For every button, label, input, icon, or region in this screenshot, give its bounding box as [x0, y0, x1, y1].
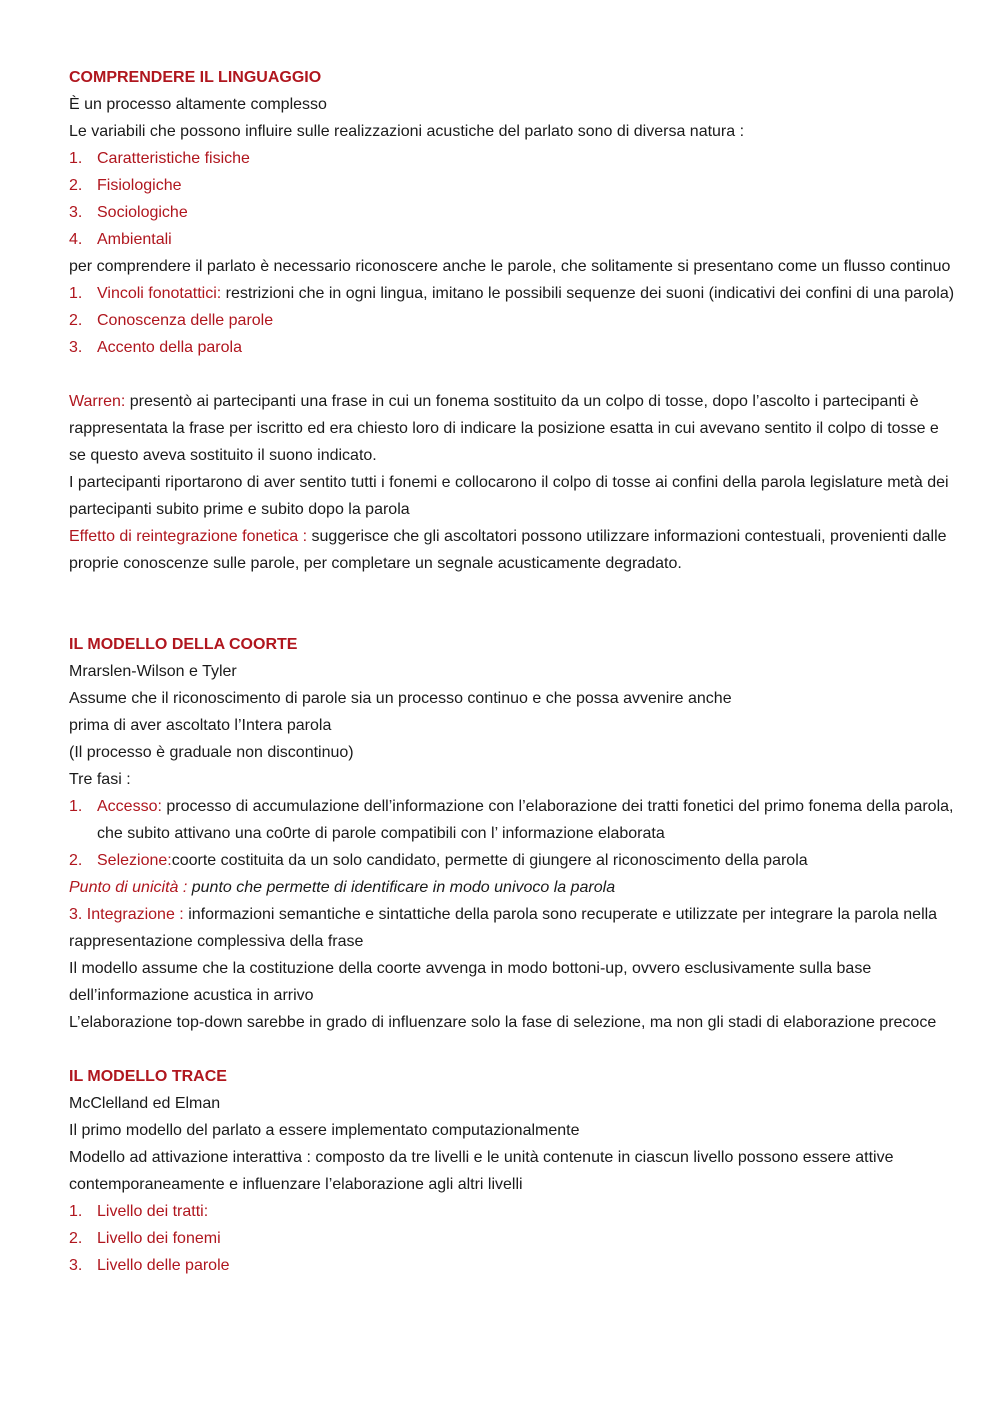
list-label: Livello dei fonemi: [97, 1230, 221, 1247]
list-text: processo di accumulazione dell’informazione con l’elaborazione dei tratti fonetici del primo fonema della parola, che subito attivano una co0rte di parole compatibili con l’ informazione elaborata: [97, 798, 954, 842]
list-item: [69, 307, 959, 334]
list-number: 2.: [69, 1230, 83, 1247]
list-text: coorte costituita da un solo candidato, permette di giungere al riconoscimento della parola: [171, 852, 808, 869]
warren-text: presentò ai partecipanti una frase in cui un fonema sostituito da un colpo di tosse, dopo l’ascolto i partecipanti è rappresentata la frase per iscritto ed era chiesto loro di indicare la posizione esatta in cui avevano sentito il colpo di tosse e se questo aveva sostituito il suono indicato.: [69, 393, 939, 464]
list-number: 3.: [69, 339, 83, 356]
warren-label: Warren:: [69, 393, 126, 410]
paragraph-integrazione: [69, 901, 959, 955]
list-number: 3.: [69, 1257, 83, 1274]
list-item: [69, 793, 959, 847]
list-item: [69, 172, 959, 199]
list-label: Livello dei tratti:: [97, 1203, 209, 1220]
list-number: 1.: [69, 798, 83, 815]
list-item: [69, 226, 959, 253]
paragraph: L’elaborazione top-down sarebbe in grado di influenzare solo la fase di selezione, ma non gli stadi di elaborazione precoce: [69, 1014, 937, 1031]
list-item: [69, 199, 959, 226]
paragraph: prima di aver ascoltato l’Intera parola: [69, 717, 332, 734]
list-number: 1.: [69, 1203, 83, 1220]
list-label: Sociologiche: [97, 204, 188, 221]
list-number: 4.: [69, 231, 83, 248]
list-label: Fisiologiche: [97, 177, 182, 194]
unicita-text: punto che permette di identificare in modo univoco la parola: [187, 879, 616, 896]
list-item: [69, 1198, 959, 1225]
paragraph: Assume che il riconoscimento di parole sia un processo continuo e che possa avvenire anche: [69, 690, 732, 707]
list-label: Accento della parola: [97, 339, 242, 356]
section-title-coorte: IL MODELLO DELLA COORTE: [69, 636, 298, 653]
paragraph-unicita: [69, 874, 959, 901]
paragraph: per comprendere il parlato è necessario riconoscere anche le parole, che solitamente si presentano come un flusso continuo: [69, 258, 951, 275]
list-number: 3.: [69, 204, 83, 221]
list-item: [69, 847, 959, 874]
list-label: Vincoli fonotattici:: [97, 285, 222, 302]
list-label: Selezione:: [97, 852, 172, 869]
list-label: Caratteristiche fisiche: [97, 150, 250, 167]
document-page: [69, 64, 959, 1279]
paragraph: Le variabili che possono influire sulle realizzazioni acustiche del parlato sono di diversa natura :: [69, 123, 745, 140]
list-item: [69, 1225, 959, 1252]
list-item: [69, 334, 959, 361]
list-number: 1.: [69, 285, 83, 302]
paragraph-effetto: [69, 523, 959, 577]
list-number: 1.: [69, 150, 83, 167]
list-item: [69, 1252, 959, 1279]
list-text: restrizioni che in ogni lingua, imitano le possibili sequenze dei suoni (indicativi dei confini di una parola): [221, 285, 955, 302]
paragraph: Mrarslen-Wilson e Tyler: [69, 663, 237, 680]
section-title-comprendere: COMPRENDERE IL LINGUAGGIO: [69, 69, 322, 86]
list-label: Ambientali: [97, 231, 172, 248]
integrazione-label: 3. Integrazione :: [69, 906, 184, 923]
list-number: 2.: [69, 852, 83, 869]
integrazione-text: informazioni semantiche e sintattiche della parola sono recuperate e utilizzate per integrare la parola nella rappresentazione complessiva della frase: [69, 906, 938, 950]
paragraph: (Il processo è graduale non discontinuo): [69, 744, 354, 761]
list-label: Livello delle parole: [97, 1257, 230, 1274]
paragraph: Tre fasi :: [69, 771, 131, 788]
list-number: 2.: [69, 177, 83, 194]
list-label: Accesso:: [97, 798, 162, 815]
paragraph: Il modello assume che la costituzione della coorte avvenga in modo bottoni-up, ovvero esclusivamente sulla base dell’informazione acustica in arrivo: [69, 960, 872, 1004]
paragraph: McClelland ed Elman: [69, 1095, 221, 1112]
section-title-trace: IL MODELLO TRACE: [69, 1068, 227, 1085]
effetto-label: Effetto di reintegrazione fonetica :: [69, 528, 308, 545]
list-item: [69, 280, 959, 307]
paragraph: Modello ad attivazione interattiva : composto da tre livelli e le unità contenute in ciascun livello possono essere attive contemporaneamente e influenzare l’elaborazione agli altri livelli: [69, 1149, 894, 1193]
effetto-text: suggerisce che gli ascoltatori possono utilizzare informazioni contestuali, provenienti dalle proprie conoscenze sulle parole, per completare un segnale acusticamente degradato.: [69, 528, 947, 572]
paragraph: Il primo modello del parlato a essere implementato computazionalmente: [69, 1122, 580, 1139]
list-item: [69, 145, 959, 172]
paragraph: È un processo altamente complesso: [69, 96, 327, 113]
list-label: Conoscenza delle parole: [97, 312, 274, 329]
unicita-label: Punto di unicità :: [69, 879, 188, 896]
paragraph: I partecipanti riportarono di aver sentito tutti i fonemi e collocarono il colpo di tosse ai confini della parola legislature metà dei partecipanti subito prime e subito dopo la parola: [69, 474, 949, 518]
list-number: 2.: [69, 312, 83, 329]
paragraph-warren: [69, 388, 959, 469]
